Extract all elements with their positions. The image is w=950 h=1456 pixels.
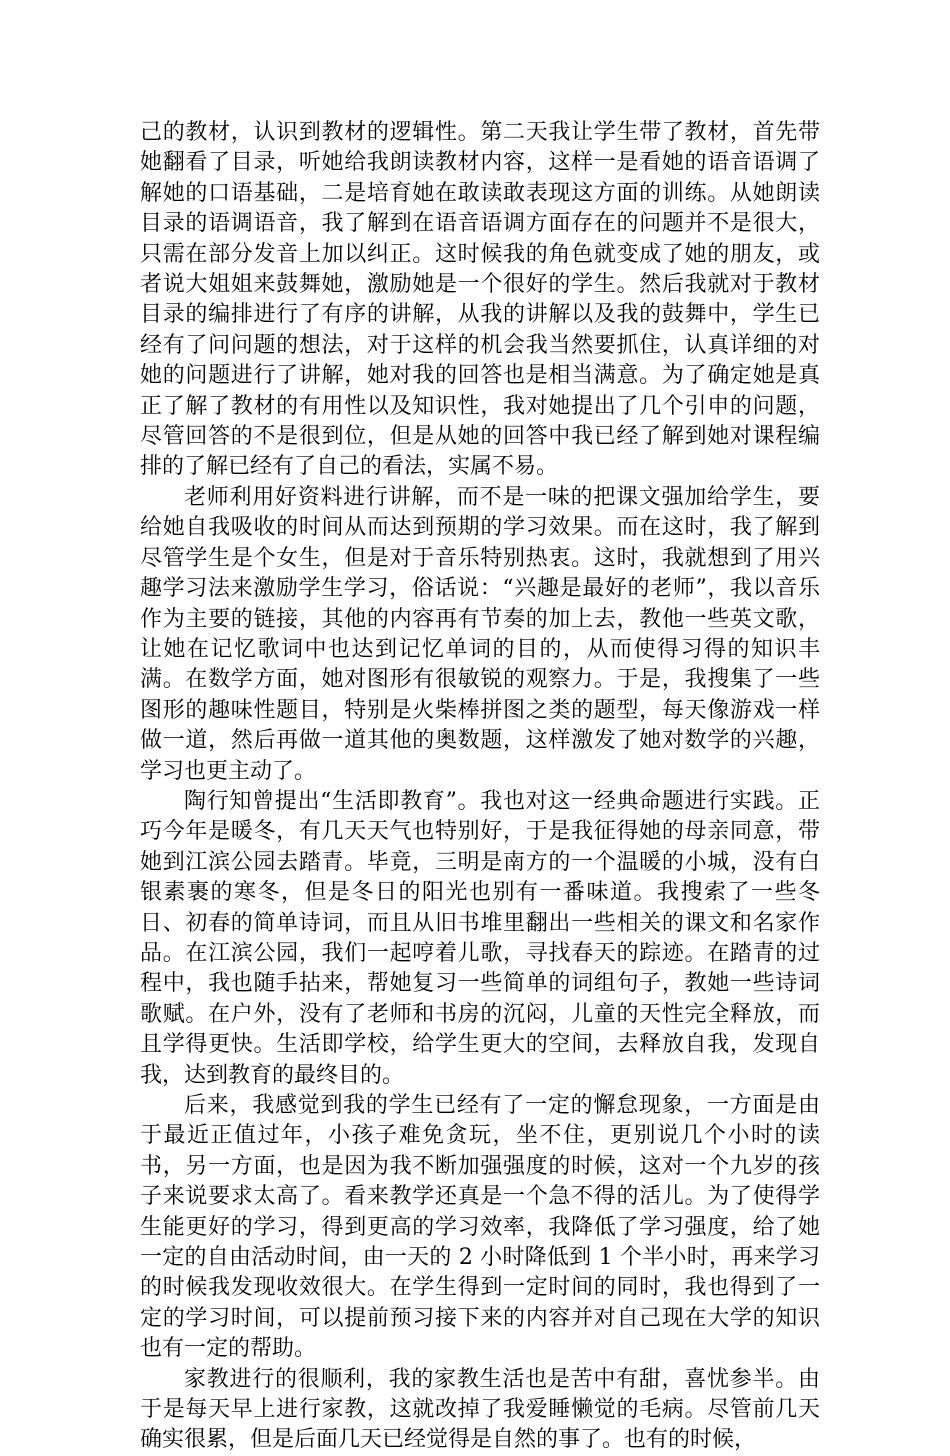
document-body — [140, 118, 820, 1456]
paragraph-4: 后来，我感觉到我的学生已经有了一定的懈怠现象，一方面是由于最近正值过年，小孩子难免贪玩，坐不住，更别说几个小时的读书，另一方面，也是因为我不断加强强度的时候，这对一个九岁的孩子来说要求太高了。看来教学还真是一个急不得的活儿。为了使得学生能更好的学习，得到更高的学习效率，我降低了学习强度，给了她一定的自由活动时间，由一天的 2 小时降低到 1 个半小时，再来学习的时候我发现收效很大。在学生得到一定时间的同时，我也得到了一定的学习时间，可以提前预习接下来的内容并对自己现在大学的知识也有一定的帮助。 — [140, 1093, 820, 1362]
paragraph-1: 己的教材，认识到教材的逻辑性。第二天我让学生带了教材，首先带她翻看了目录，听她给我朗读教材内容，这样一是看她的语音语调了解她的口语基础，二是培育她在敢读敢表现这方面的训练。从她朗读目录的语调语音，我了解到在语音语调方面存在的问题并不是很大，只需在部分发音上加以纠正。这时候我的角色就变成了她的朋友，或者说大姐姐来鼓舞她，激励她是一个很好的学生。然后我就对于教材目录的编排进行了有序的讲解，从我的讲解以及我的鼓舞中，学生已经有了问问题的想法，对于这样的机会我当然要抓住，认真详细的对她的问题进行了讲解，她对我的回答也是相当满意。为了确定她是真正了解了教材的有用性以及知识性，我对她提出了几个引申的问题，尽管回答的不是很到位，但是从她的回答中我已经了解到她对课程编排的了解已经有了自己的看法，实属不易。 — [140, 120, 820, 480]
paragraph-2: 老师利用好资料进行讲解，而不是一味的把课文强加给学生，要给她自我吸收的时间从而达到预期的学习效果。而在这时，我了解到尽管学生是个女生，但是对于音乐特别热衷。这时，我就想到了用兴趣学习法来激励学生学习，俗话说：“兴趣是最好的老师”，我以音乐作为主要的链接，其他的内容再有节奏的加上去，教他一些英文歌，让她在记忆歌词中也达到记忆单词的目的，从而使得习得的知识丰满。在数学方面，她对图形有很敏锐的观察力。于是，我搜集了一些图形的趣味性题目，特别是火柴棒拼图之类的题型，每天像游戏一样做一道，然后再做一道其他的奥数题，这样激发了她对数学的兴趣，学习也更主动了。 — [140, 484, 820, 784]
paragraph-5: 家教进行的很顺利，我的家教生活也是苦中有甜，喜忧参半。由于是每天早上进行家教，这就改掉了我爱睡懒觉的毛病。尽管前几天确实很累，但是后面几天已经觉得是自然的事了。也有的时候， — [140, 1366, 820, 1453]
paragraph-3: 陶行知曾提出“生活即教育”。我也对这一经典命题进行实践。正巧今年是暖冬，有几天天气也特别好，于是我征得她的母亲同意，带她到江滨公园去踏青。毕竟，三明是南方的一个温暖的小城，没有白银素裹的寒冬，但是冬日的阳光也别有一番味道。我搜索了一些冬日、初春的简单诗词，而且从旧书堆里翻出一些相关的课文和名家作品。在江滨公园，我们一起哼着儿歌，寻找春天的踪迹。在踏青的过程中，我也随手拈来，帮她复习一些简单的词组句子，教她一些诗词歌赋。在户外，没有了老师和书房的沉闷，儿童的天性完全释放，而且学得更快。生活即学校，给学生更大的空间，去释放自我，发现自我，达到教育的最终目的。 — [140, 788, 820, 1088]
